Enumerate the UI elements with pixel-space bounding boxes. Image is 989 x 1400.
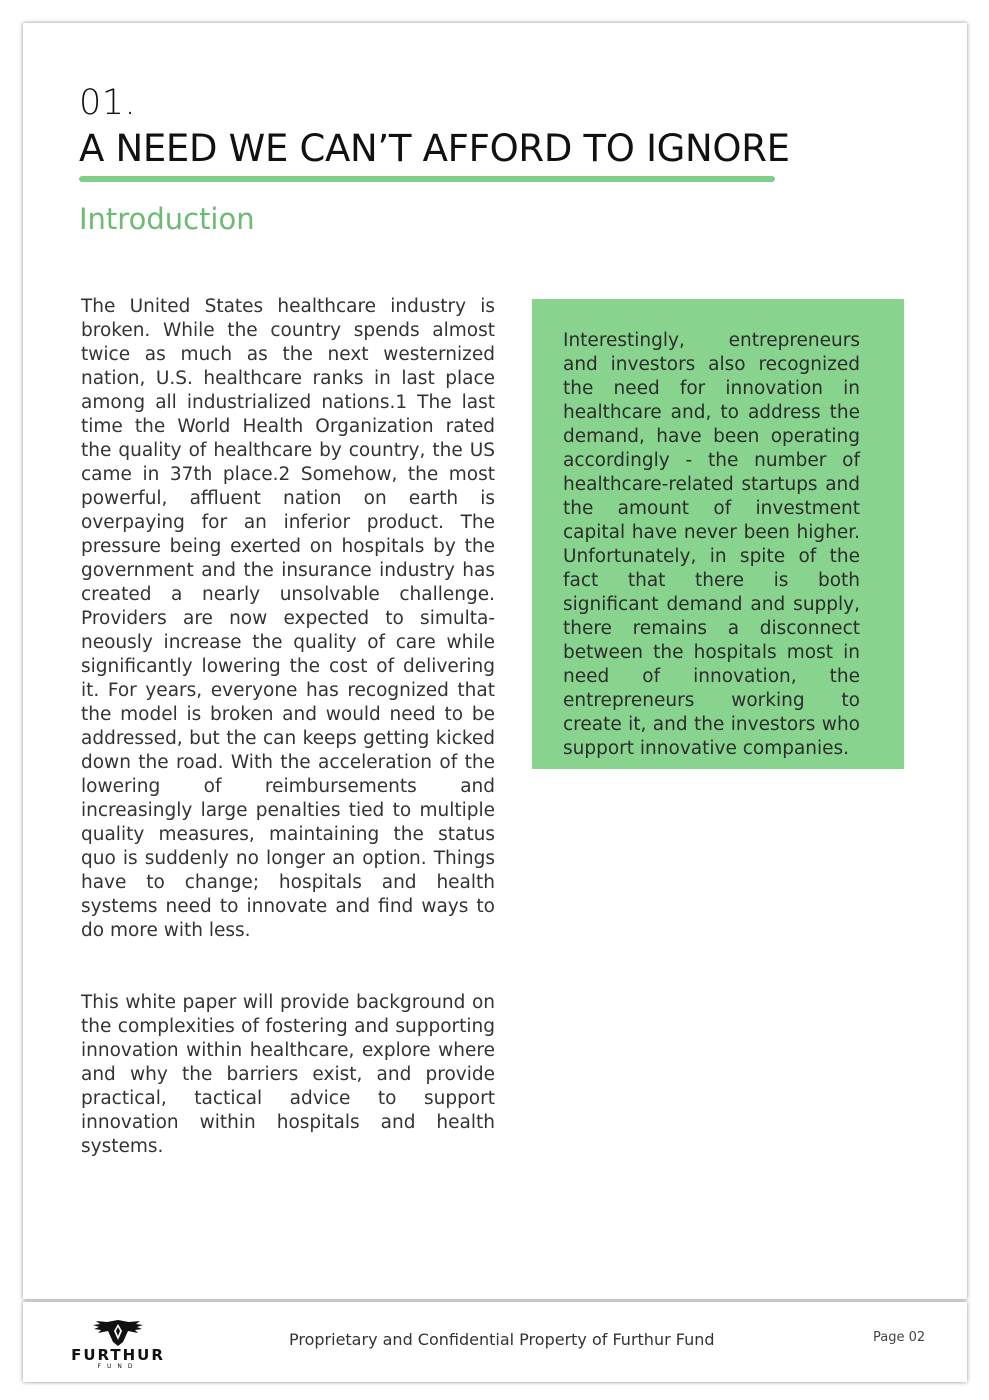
document-page (23, 23, 967, 1299)
body-column (81, 295, 495, 1159)
page-footer (23, 1302, 967, 1382)
section-number: 01. (79, 83, 137, 123)
wings-logo-icon (63, 1318, 173, 1348)
logo-subtext: FUND (97, 1363, 139, 1370)
logo-wordmark: FURTHUR (71, 1346, 165, 1364)
confidentiality-notice: Proprietary and Confidential Property of Furthur Fund (289, 1330, 715, 1349)
furthur-fund-logo (63, 1318, 173, 1372)
page-number: Page 02 (873, 1330, 926, 1345)
body-paragraph-2: This white paper will provide background on the complexities of fostering and supporting innovation within healthcare, explore where and why the barriers exist, and provide practical, tactical advice to support innovation within hospitals and health systems. (81, 992, 495, 1157)
section-title: A NEED WE CAN’T AFFORD TO IGNORE (79, 127, 790, 170)
title-underline (79, 176, 775, 182)
section-subtitle: Introduction (79, 202, 255, 236)
callout-text: Interestingly, entrepreneurs and investors also recognized the need for innovation in healthcare and, to address the demand, have been operating accordingly - the number of healthcare-related startups and the amount of investment capital have never been higher. Unfortunately, in spite of the fact that there is both significant demand and supply, there remains a disconnect between the hospitals most in need of innovation, the entrepreneurs working to create it, and the investors who support innovative companies. (563, 330, 860, 759)
body-paragraph-1: The United States healthcare industry is broken. While the country spends almost twice as much as the next westernized nation, U.S. healthcare ranks in last place among all industrialized nations.1 The last time the World Health Organization rated the quality of healthcare by country, the US came in 37th place.2 Somehow, the most powerful, affluent nation on earth is overpaying for an inferior product. The pressure being exerted on hospitals by the government and the insurance industry has created a nearly unsolvable challenge. Providers are now expected to simultaneously increase the quality of care while significantly lowering the cost of delivering it. For years, everyone has recognized that the model is broken and would need to be addressed, but the can keeps getting kicked down the road. With the acceleration of the lowering of reimbursements and increasingly large penalties tied to multiple quality measures, maintaining the status quo is suddenly no longer an option. Things have to change; hospitals and health systems need to innovate and find ways to do more with less. (81, 296, 495, 941)
callout-box (532, 299, 904, 769)
